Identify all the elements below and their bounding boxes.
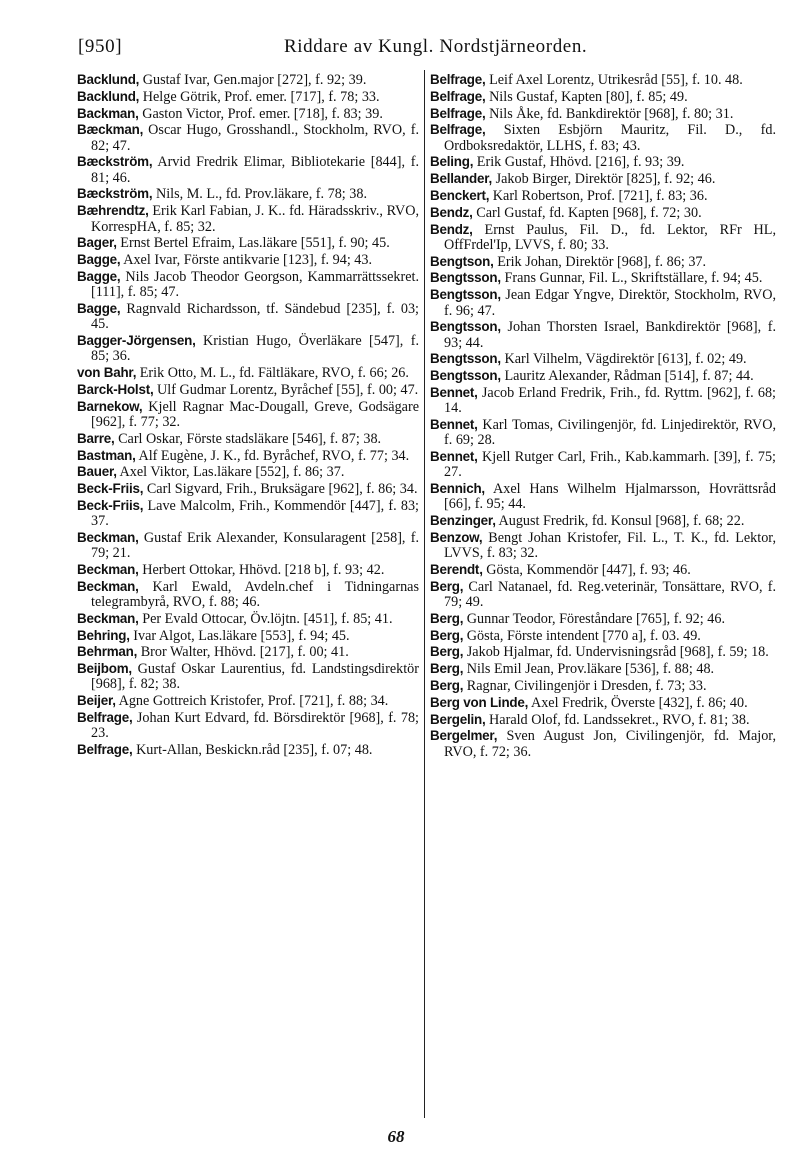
entry-details: Karl Ewald, Avdeln.chef i Tidningarnas telegrambyrå, RVO, f. 88; 46. (91, 578, 419, 611)
directory-entry (77, 498, 419, 530)
entry-surname: Beck-Friis, (77, 481, 144, 497)
entry-surname: Belfrage, (430, 72, 486, 87)
directory-entry (430, 449, 776, 481)
page-header (78, 36, 768, 62)
entry-surname: Bennet, (430, 384, 478, 400)
entry-details: Nils Jacob Theodor Georgson, Kammarrättssekret. [111], f. 85; 47. (91, 268, 419, 301)
entry-surname: Bergelmer, (430, 728, 498, 744)
entry-details: Oscar Hugo, Grosshandl., Stockholm, RVO, f. 82; 47. (91, 122, 419, 154)
entry-surname: von Bahr, (77, 365, 137, 381)
entry-details: Jakob Birger, Direktör [825], f. 92; 46. (492, 171, 716, 188)
directory-entry (430, 678, 776, 694)
directory-entry (430, 122, 776, 154)
entry-surname: Beling, (430, 154, 474, 170)
entry-surname: Bengtsson, (430, 319, 501, 335)
page-number: 68 (387, 1127, 405, 1146)
directory-entry (77, 154, 419, 186)
entry-details: Per Evald Ottocar, Öv.löjtn. [451], f. 85; 41. (138, 610, 393, 627)
entry-details: Gaston Victor, Prof. emer. [718], f. 83; 39. (138, 105, 383, 122)
entry-surname: Berg, (430, 644, 464, 660)
entry-details: Bror Walter, Hhövd. [217], f. 00; 41. (137, 644, 349, 661)
entry-surname: Benckert, (430, 188, 490, 204)
entry-surname: Beckman, (77, 610, 139, 626)
entry-surname: Berg, (430, 578, 464, 594)
entry-details: Arvid Fredrik Elimar, Bibliotekarie [844], f. 81; 46. (91, 154, 419, 186)
directory-entry (430, 89, 776, 105)
directory-entry (77, 333, 419, 365)
entry-details: Johan Thorsten Israel, Bankdirektör [968], f. 93; 44. (444, 319, 776, 351)
entry-details: Agne Gottreich Kristofer, Prof. [721], f. 88; 34. (115, 693, 389, 710)
entry-surname: Barnekow, (77, 398, 143, 414)
entry-details: Axel Viktor, Las.läkare [552], f. 86; 37. (116, 464, 345, 481)
entry-details: Ernst Bertel Efraim, Las.läkare [551], f. 90; 45. (116, 235, 390, 252)
entry-surname: Bæckman, (77, 122, 144, 138)
left-column (77, 72, 419, 759)
entry-details: Ernst Paulus, Fil. D., fd. Lektor, RFr HL, OffFrdel'Ip, LVVS, f. 80; 33. (444, 221, 776, 253)
directory-entry (430, 562, 776, 578)
directory-entry (77, 89, 419, 105)
directory-entry (77, 710, 419, 742)
directory-entry (430, 188, 776, 204)
directory-entry (430, 644, 776, 660)
column-divider (424, 70, 425, 1118)
entry-surname: Beijer, (77, 693, 116, 709)
directory-entry (77, 269, 419, 301)
entry-details: Karl Vilhelm, Vägdirektör [613], f. 02; 49. (500, 351, 747, 368)
entry-surname: Barre, (77, 430, 115, 446)
entry-surname: Berg, (430, 678, 464, 694)
directory-entry (77, 235, 419, 251)
directory-entry (77, 464, 419, 480)
directory-entry (430, 712, 776, 728)
directory-entry (430, 319, 776, 351)
directory-entry (430, 481, 776, 513)
entry-surname: Bellander, (430, 171, 493, 187)
running-title: Riddare av Kungl. Nordstjärneorden. (284, 36, 588, 57)
directory-entry (77, 530, 419, 562)
entry-surname: Bæckström, (77, 154, 153, 170)
directory-entry (77, 693, 419, 709)
entry-details: Jacob Erland Fredrik, Frih., fd. Ryttm. [962], f. 68; 14. (444, 384, 776, 417)
directory-entry (430, 628, 776, 644)
directory-entry (77, 365, 419, 381)
directory-entry (77, 431, 419, 447)
entry-surname: Bæckström, (77, 186, 153, 202)
entry-surname: Backlund, (77, 88, 140, 104)
directory-entry (430, 254, 776, 270)
directory-entry (430, 695, 776, 711)
entry-surname: Beckman, (77, 529, 139, 545)
entry-surname: Bengtsson, (430, 270, 501, 286)
entry-details: Bengt Johan Kristofer, Fil. L., T. K., fd. Lektor, LVVS, f. 83; 32. (444, 529, 776, 562)
entry-surname: Benzinger, (430, 513, 496, 529)
entry-details: Frans Gunnar, Fil. L., Skriftställare, f. 94; 45. (500, 270, 763, 287)
entry-surname: Behrman, (77, 644, 138, 660)
entry-details: Kurt-Allan, Beskickn.råd [235], f. 07; 48. (132, 742, 373, 759)
entry-details: Johan Kurt Edvard, fd. Börsdirektör [968], f. 78; 23. (91, 710, 419, 742)
entry-details: Herbert Ottokar, Hhövd. [218 b], f. 93; 42. (138, 561, 385, 578)
entry-surname: Belfrage, (430, 88, 486, 104)
directory-entry (430, 611, 776, 627)
directory-entry (430, 351, 776, 367)
entry-details: Gunnar Teodor, Föreståndare [765], f. 92; 46. (463, 610, 725, 627)
entry-surname: Bæhrendtz, (77, 203, 149, 219)
entry-details: Sixten Esbjörn Mauritz, Fil. D., fd. Ordboksredaktör, LLHS, f. 83; 43. (444, 122, 776, 154)
directory-entry (77, 742, 419, 758)
directory-entry (77, 448, 419, 464)
entry-surname: Beijbom, (77, 661, 132, 677)
entry-details: Ragnar, Civilingenjör i Dresden, f. 73; 33. (463, 678, 707, 695)
entry-details: Carl Gustaf, fd. Kapten [968], f. 72; 30. (472, 204, 702, 221)
entry-surname: Beckman, (77, 578, 139, 594)
entry-details: August Fredrik, fd. Konsul [968], f. 68; 22. (495, 513, 745, 530)
directory-entry (430, 287, 776, 319)
entry-details: Gösta, Kommendör [447], f. 93; 46. (482, 561, 691, 578)
entry-details: Helge Götrik, Prof. emer. [717], f. 78; 33. (139, 88, 380, 105)
entry-surname: Bagger-Jörgensen, (77, 333, 196, 349)
entry-surname: Bennet, (430, 449, 478, 465)
entry-details: Gustaf Ivar, Gen.major [272], f. 92; 39. (139, 72, 367, 88)
entry-surname: Belfrage, (430, 105, 486, 121)
directory-entry (430, 154, 776, 170)
directory-entry (77, 203, 419, 235)
directory-entry (430, 171, 776, 187)
directory-entry (430, 368, 776, 384)
entry-details: Leif Axel Lorentz, Utrikesråd [55], f. 10. 48. (485, 72, 743, 88)
entry-surname: Backlund, (77, 72, 140, 87)
entry-details: Kristian Hugo, Överläkare [547], f. 85; 36. (91, 333, 419, 365)
directory-entry (77, 186, 419, 202)
entry-surname: Belfrage, (77, 710, 133, 726)
directory-entry (77, 661, 419, 693)
entry-details: Nils Emil Jean, Prov.läkare [536], f. 88; 48. (463, 661, 715, 678)
page-label: [950] (78, 36, 123, 57)
entry-surname: Belfrage, (77, 742, 133, 758)
entry-surname: Bagge, (77, 268, 121, 284)
directory-entry (430, 417, 776, 449)
entry-details: Carl Natanael, fd. Reg.veterinär, Tonsättare, RVO, f. 79; 49. (444, 578, 776, 611)
entry-surname: Bager, (77, 235, 117, 251)
entry-surname: Berg, (430, 627, 464, 643)
directory-entry (430, 385, 776, 417)
directory-entry (77, 628, 419, 644)
directory-entry (77, 481, 419, 497)
directory-entry (77, 252, 419, 268)
directory-entry (77, 611, 419, 627)
entry-surname: Berg von Linde, (430, 694, 529, 710)
directory-entry (430, 205, 776, 221)
entry-details: Kjell Ragnar Mac-Dougall, Greve, Godsägare [962], f. 77; 32. (91, 398, 419, 430)
entry-surname: Bagge, (77, 252, 121, 268)
entry-details: Ulf Gudmar Lorentz, Byråchef [55], f. 00; 47. (153, 381, 419, 398)
directory-entry (430, 222, 776, 254)
entry-surname: Bergelin, (430, 711, 486, 727)
entry-surname: Bennet, (430, 417, 478, 432)
directory-entry (77, 644, 419, 660)
directory-entry (77, 301, 419, 333)
entry-surname: Bengtson, (430, 253, 494, 269)
directory-entry (430, 661, 776, 677)
directory-entry (430, 270, 776, 286)
entry-details: Nils Gustaf, Kapten [80], f. 85; 49. (485, 88, 688, 105)
entry-surname: Bauer, (77, 464, 117, 480)
entry-details: Karl Robertson, Prof. [721], f. 83; 36. (489, 188, 708, 205)
entry-details: Ivar Algot, Las.läkare [553], f. 94; 45. (129, 627, 350, 644)
entry-surname: Bastman, (77, 447, 136, 463)
entry-surname: Beckman, (77, 561, 139, 577)
entry-surname: Bendz, (430, 221, 473, 237)
right-column (430, 72, 776, 760)
directory-entry (77, 106, 419, 122)
entry-details: Karl Tomas, Civilingenjör, fd. Linjedirektör, RVO, f. 69; 28. (444, 417, 776, 449)
entry-details: Gustaf Erik Alexander, Konsularagent [258], f. 79; 21. (91, 529, 419, 562)
entry-surname: Behring, (77, 627, 130, 643)
entry-surname: Bengtsson, (430, 368, 501, 384)
directory-entry (77, 579, 419, 611)
entry-details: Nils Åke, fd. Bankdirektör [968], f. 80; 31. (485, 105, 734, 122)
directory-entry (77, 72, 419, 88)
directory-entry (430, 530, 776, 562)
entry-surname: Barck-Holst, (77, 381, 154, 397)
entry-surname: Bennich, (430, 481, 485, 497)
entry-details: Harald Olof, fd. Landssekret., RVO, f. 81; 38. (485, 711, 750, 728)
entry-surname: Belfrage, (430, 122, 486, 138)
entry-details: Jean Edgar Yngve, Direktör, Stockholm, RVO, f. 96; 47. (444, 287, 776, 319)
entry-details: Axel Fredrik, Överste [432], f. 86; 40. (528, 694, 748, 711)
directory-entry (77, 399, 419, 431)
entry-surname: Benzow, (430, 529, 483, 545)
entry-details: Lauritz Alexander, Rådman [514], f. 87; 44. (500, 368, 754, 385)
entry-details: Axel Hans Wilhelm Hjalmarsson, Hovrättsråd [66], f. 95; 44. (444, 481, 776, 513)
entry-details: Axel Ivar, Förste antikvarie [123], f. 94; 43. (120, 252, 373, 269)
directory-entry (77, 562, 419, 578)
entry-details: Gösta, Förste intendent [770 a], f. 03. 49. (463, 627, 701, 644)
directory-entry (430, 72, 776, 88)
entry-details: Erik Otto, M. L., fd. Fältläkare, RVO, f. 66; 26. (136, 365, 409, 382)
directory-entry (430, 728, 776, 760)
directory-entry (77, 122, 419, 154)
entry-details: Carl Sigvard, Frih., Bruksägare [962], f. 86; 34. (143, 481, 418, 498)
entry-details: Alf Eugène, J. K., fd. Byråchef, RVO, f. 77; 34. (135, 447, 410, 464)
entry-surname: Berendt, (430, 561, 483, 577)
entry-surname: Berg, (430, 610, 464, 626)
entry-details: Jakob Hjalmar, fd. Undervisningsråd [968], f. 59; 18. (463, 644, 769, 661)
directory-entry (430, 579, 776, 611)
entry-surname: Beck-Friis, (77, 497, 144, 513)
entry-surname: Bagge, (77, 300, 121, 316)
entry-surname: Berg, (430, 661, 464, 677)
entry-details: Carl Oskar, Förste stadsläkare [546], f. 87; 38. (114, 430, 382, 447)
entry-details: Lave Malcolm, Frih., Kommendör [447], f. 83; 37. (91, 497, 419, 530)
entry-surname: Bengtsson, (430, 287, 501, 303)
directory-entry (430, 513, 776, 529)
entry-details: Erik Johan, Direktör [968], f. 86; 37. (493, 253, 707, 270)
entry-details: Sven August Jon, Civilingenjör, fd. Major, RVO, f. 72; 36. (444, 728, 776, 760)
entry-details: Ragnvald Richardsson, tf. Sändebud [235], f. 03; 45. (91, 300, 419, 333)
entry-surname: Bendz, (430, 204, 473, 220)
entry-details: Kjell Rutger Carl, Frih., Kab.kammarh. [39], f. 75; 27. (444, 449, 776, 481)
entry-details: Gustaf Oskar Laurentius, fd. Landstingsdirektör [968], f. 82; 38. (91, 661, 419, 693)
entry-details: Erik Gustaf, Hhövd. [216], f. 93; 39. (473, 154, 685, 171)
entry-surname: Backman, (77, 105, 139, 121)
directory-entry (430, 106, 776, 122)
entry-details: Erik Karl Fabian, J. K.. fd. Häradsskriv., RVO, KorrespHA, f. 85; 32. (91, 203, 419, 235)
entry-surname: Bengtsson, (430, 351, 501, 367)
directory-entry (77, 382, 419, 398)
entry-details: Nils, M. L., fd. Prov.läkare, f. 78; 38. (152, 186, 368, 203)
